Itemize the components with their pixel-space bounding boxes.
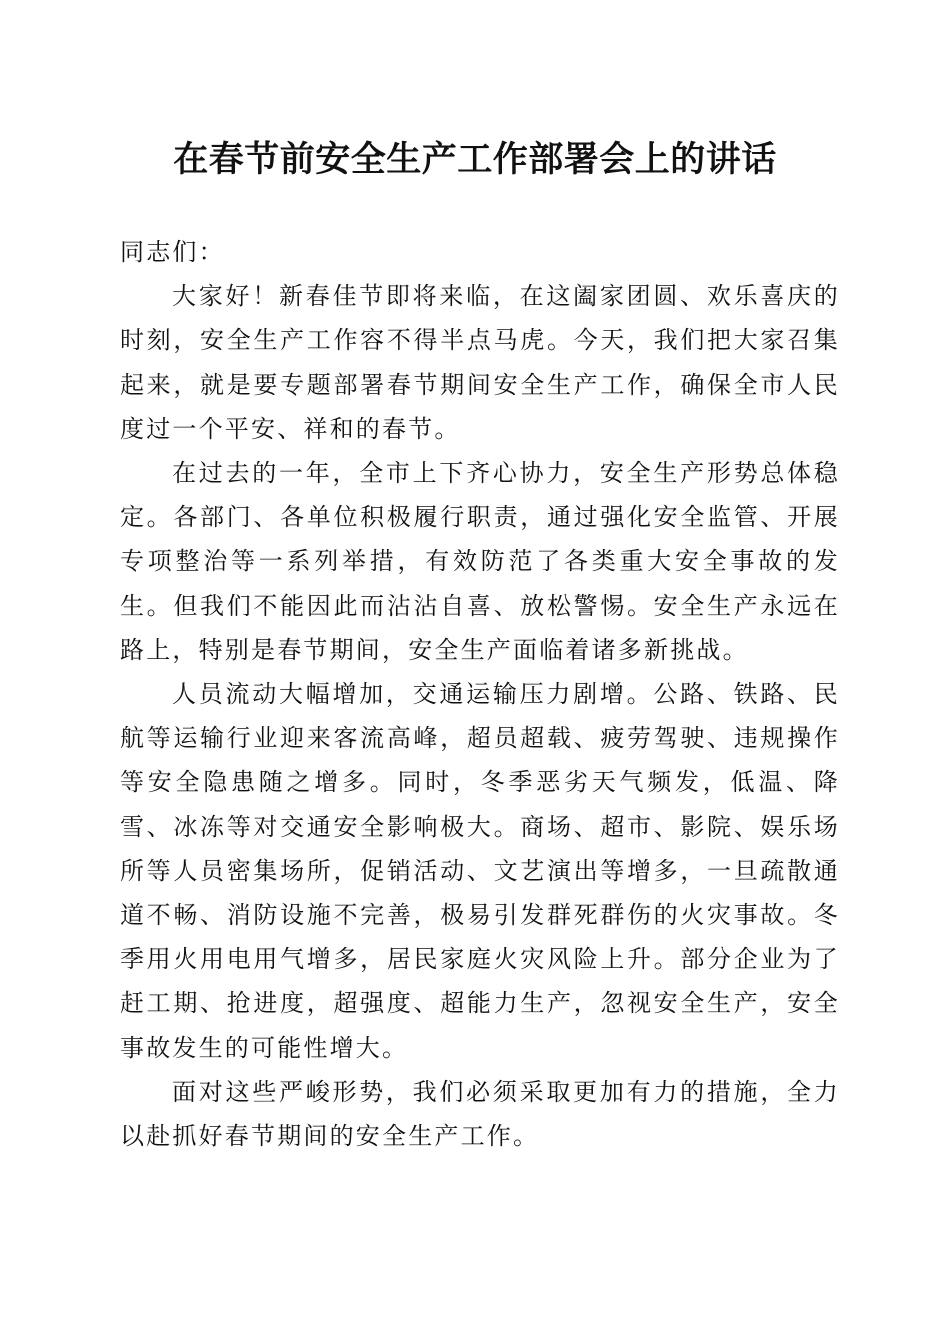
paragraph-2: 在过去的一年，全市上下齐心协力，安全生产形势总体稳定。各部门、各单位积极履行职责，通过强化安全监管、开展专项整治等一系列举措，有效防范了各类重大安全事故的发生。但我们不能因此而沾沾自喜、放松警惕。安全生产永远在路上，特别是春节期间，安全生产面临着诸多新挑战。	[120, 459, 840, 664]
paragraph-1: 大家好！新春佳节即将来临，在这阖家团圆、欢乐喜庆的时刻，安全生产工作容不得半点马虎。今天，我们把大家召集起来，就是要专题部署春节期间安全生产工作，确保全市人民度过一个平安、祥和的春节。	[120, 282, 840, 443]
document-body	[120, 230, 840, 1158]
salutation: 同志们：	[120, 238, 225, 266]
paragraph-3: 人员流动大幅增加，交通运输压力剧增。公路、铁路、民航等运输行业迎来客流高峰，超员超载、疲劳驾驶、违规操作等安全隐患随之增多。同时，冬季恶劣天气频发，低温、降雪、冰冻等对交通安全影响极大。商场、超市、影院、娱乐场所等人员密集场所，促销活动、文艺演出等增多，一旦疏散通道不畅、消防设施不完善，极易引发群死群伤的火灾事故。冬季用火用电用气增多，居民家庭火灾风险上升。部分企业为了赶工期、抢进度，超强度、超能力生产，忽视安全生产，安全事故发生的可能性增大。	[120, 680, 840, 1062]
paragraph-4: 面对这些严峻形势，我们必须采取更加有力的措施，全力以赴抓好春节期间的安全生产工作。	[120, 1077, 840, 1151]
document-title: 在春节前安全生产工作部署会上的讲话	[173, 139, 777, 180]
